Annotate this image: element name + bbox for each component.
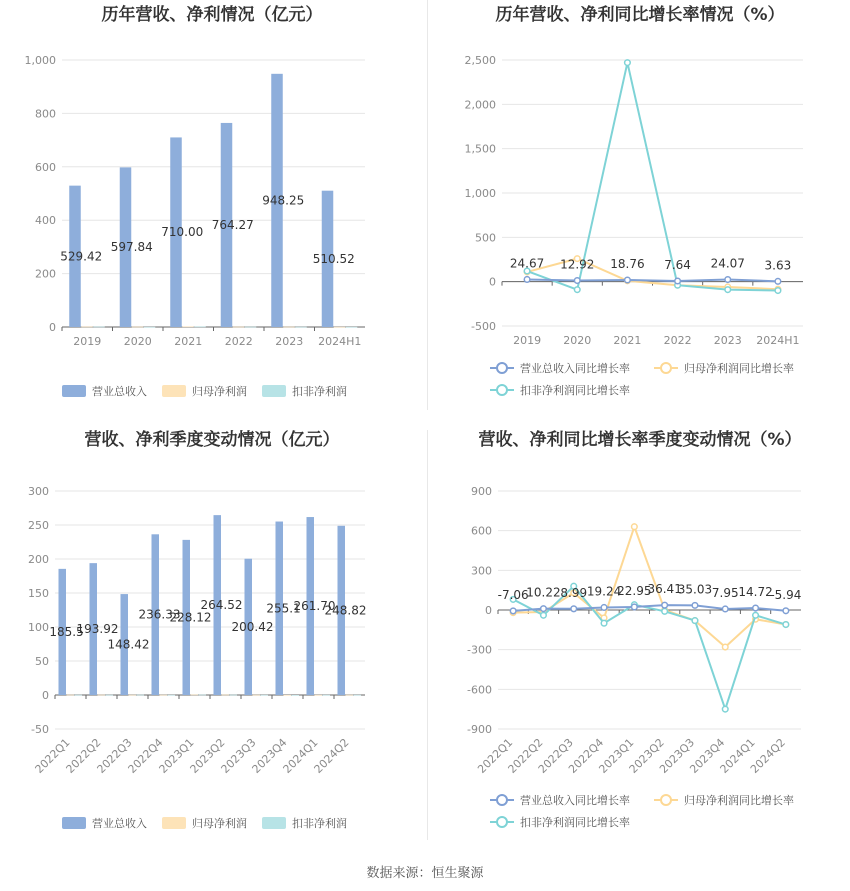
legend-label: 归母净利润 (192, 817, 247, 830)
chart-title: 营收、净利同比增长率季度变动情况（%） (478, 430, 802, 450)
x-tick-label: 2019 (513, 334, 542, 347)
bar (253, 695, 261, 696)
chart-annual-growth (428, 0, 850, 410)
legend-label: 归母净利润 (192, 385, 247, 398)
x-tick-label: 2020 (563, 334, 592, 347)
legend-marker (497, 795, 507, 805)
data-point (601, 605, 607, 611)
data-label: 148.42 (107, 637, 150, 652)
x-tick-label: 2024Q1 (717, 735, 758, 776)
bar (323, 695, 331, 696)
data-label: 8.99 (560, 585, 588, 600)
x-tick-label: 2022Q4 (566, 735, 607, 776)
y-tick-label: 600 (471, 524, 492, 538)
bar (315, 695, 323, 696)
data-point (725, 287, 731, 293)
legend-marker (497, 817, 507, 827)
y-tick-label: 250 (28, 519, 49, 532)
chart-quarterly-revenue-profit (0, 425, 425, 845)
y-tick-label: 0 (42, 689, 49, 702)
data-point (775, 279, 781, 285)
data-label: 710.00 (161, 225, 204, 240)
x-tick-label: 2022Q3 (535, 735, 576, 776)
y-tick-label: -300 (467, 643, 492, 657)
data-label: 255.1 (266, 601, 301, 616)
data-label: 236.33 (138, 607, 181, 622)
data-point (632, 604, 638, 610)
data-point (753, 605, 759, 611)
x-tick-label: 2024H1 (756, 334, 800, 347)
data-point (510, 608, 516, 614)
x-tick-label: 2022Q2 (505, 735, 546, 776)
bar (129, 695, 137, 696)
bar (261, 695, 269, 696)
quarterly-bar-chart-svg (0, 425, 425, 845)
bar (292, 695, 300, 696)
bar (137, 695, 145, 696)
data-point (775, 288, 781, 294)
bar (222, 695, 230, 696)
bar (199, 695, 207, 696)
legend-label: 营业总收入同比增长率 (520, 362, 630, 375)
y-tick-label: 150 (28, 587, 49, 600)
data-point (632, 524, 638, 530)
bar (245, 327, 257, 328)
data-label: 24.07 (710, 256, 745, 271)
y-tick-label: 200 (28, 553, 49, 566)
data-point (753, 612, 759, 618)
bar (295, 327, 307, 328)
x-tick-label: 2023Q4 (249, 735, 290, 776)
legend-label: 归母净利润同比增长率 (684, 794, 794, 807)
y-tick-label: 900 (471, 485, 492, 498)
bar (182, 327, 194, 328)
x-tick-label: 2022Q1 (475, 735, 516, 776)
legend-swatch (62, 385, 86, 397)
y-tick-label: 1,000 (464, 187, 496, 200)
x-tick-label: 2023Q2 (626, 735, 667, 776)
y-tick-label: 200 (35, 267, 56, 281)
data-label: 7.95 (711, 585, 739, 600)
data-label: 248.82 (324, 603, 367, 618)
x-tick-label: 2024H1 (318, 335, 362, 348)
bar (144, 327, 156, 328)
bar (346, 695, 354, 696)
series-line (513, 583, 786, 709)
chart-title: 历年营收、净利同比增长率情况（%） (495, 5, 785, 25)
x-tick-label: 2023Q1 (156, 735, 197, 776)
x-tick-label: 2024Q2 (747, 735, 788, 776)
data-label: 764.27 (211, 217, 254, 232)
data-point (601, 620, 607, 626)
y-tick-label: -600 (467, 683, 492, 697)
y-tick-label: 300 (471, 564, 492, 578)
data-point (662, 602, 668, 608)
bar (233, 327, 245, 328)
data-label: 19.24 (586, 584, 622, 599)
x-tick-label: 2019 (73, 335, 102, 348)
data-point (692, 618, 698, 624)
x-tick-label: 2022Q1 (32, 735, 73, 776)
x-tick-label: 2020 (123, 335, 152, 348)
y-tick-label: 400 (35, 214, 56, 228)
data-point (722, 606, 728, 612)
y-tick-label: -900 (467, 723, 492, 736)
y-tick-label: 600 (35, 160, 56, 174)
data-label: 18.76 (610, 257, 645, 272)
data-label: 3.63 (764, 258, 792, 273)
data-label: 948.25 (262, 193, 305, 208)
bar (106, 695, 114, 696)
data-label: 597.84 (110, 240, 153, 255)
bar (283, 327, 295, 328)
data-label: -5.94 (770, 587, 802, 602)
data-point (571, 606, 577, 612)
data-label: 10.22 (526, 585, 561, 600)
data-label: 261.70 (293, 599, 336, 614)
legend-label: 扣非净利润同比增长率 (520, 816, 630, 829)
data-label: 22.95 (617, 583, 652, 598)
x-tick-label: 2024Q2 (311, 735, 352, 776)
data-point (625, 277, 631, 283)
x-tick-label: 2022 (224, 335, 253, 348)
legend-label: 扣非净利润 (292, 385, 347, 398)
data-point (725, 277, 731, 283)
data-label: 36.41 (647, 582, 682, 597)
data-point (783, 608, 789, 614)
y-tick-label: 800 (35, 107, 56, 121)
y-tick-label: 0 (49, 321, 56, 334)
data-label: 228.12 (169, 610, 212, 625)
y-tick-label: -500 (471, 320, 496, 333)
data-label: 12.92 (560, 257, 595, 272)
data-point (625, 60, 631, 66)
x-tick-label: 2023 (275, 335, 304, 348)
chart-quarterly-growth (428, 425, 850, 845)
data-point (662, 609, 668, 615)
y-tick-label: 300 (28, 485, 49, 498)
legend-swatch (262, 385, 286, 397)
x-tick-label: 2022 (663, 334, 692, 347)
bar (334, 327, 346, 328)
legend-label: 扣非净利润同比增长率 (520, 384, 630, 397)
data-point (692, 603, 698, 609)
annual-line-chart-svg (428, 0, 850, 410)
quarterly-line-chart-svg (428, 425, 850, 845)
data-label: -7.06 (497, 587, 529, 602)
bar (75, 695, 83, 696)
chart-annual-revenue-profit (0, 0, 425, 410)
legend-marker (661, 795, 671, 805)
legend-marker (497, 363, 507, 373)
y-tick-label: 0 (489, 275, 496, 289)
x-tick-label: 2023 (713, 334, 742, 347)
legend-marker (661, 363, 671, 373)
data-label: 193.92 (76, 622, 119, 637)
y-tick-label: 1,000 (24, 54, 56, 67)
y-tick-label: 500 (475, 231, 496, 245)
bar (98, 695, 106, 696)
bar (132, 327, 144, 328)
chart-title: 历年营收、净利情况（亿元） (101, 5, 323, 25)
x-tick-label: 2022Q4 (125, 735, 166, 776)
data-point (541, 612, 547, 618)
chart-title: 营收、净利季度变动情况（亿元） (84, 430, 340, 450)
x-tick-label: 2022Q2 (63, 735, 104, 776)
y-tick-label: -50 (31, 723, 49, 736)
annual-bar-chart-svg (0, 0, 425, 410)
data-point (783, 622, 789, 628)
series-line (527, 279, 778, 281)
legend-swatch (62, 817, 86, 829)
data-label: 14.72 (738, 585, 773, 600)
x-tick-label: 2021 (174, 335, 203, 348)
data-label: 185.5 (49, 624, 84, 639)
y-tick-label: 1,500 (464, 142, 496, 156)
data-point (524, 277, 530, 283)
data-label: 35.03 (677, 582, 713, 597)
bar (354, 695, 362, 696)
x-tick-label: 2024Q1 (280, 735, 321, 776)
x-tick-label: 2022Q3 (94, 735, 135, 776)
data-source: 数据来源：恒生聚源 (366, 866, 484, 881)
legend-label: 归母净利润同比增长率 (684, 362, 794, 375)
legend-label: 营业总收入 (92, 385, 147, 398)
bar (284, 695, 292, 696)
legend-marker (497, 385, 507, 395)
x-tick-label: 2021 (613, 334, 642, 347)
data-label: 200.42 (231, 619, 274, 634)
bar (346, 327, 358, 328)
x-tick-label: 2023Q4 (687, 735, 728, 776)
bar (194, 327, 206, 328)
legend-label: 营业总收入同比增长率 (520, 794, 630, 807)
bar (191, 695, 199, 696)
data-label: 529.42 (60, 249, 103, 264)
data-point (675, 278, 681, 284)
bar (230, 695, 238, 696)
legend-label: 扣非净利润 (292, 817, 347, 830)
data-point (574, 278, 580, 284)
y-tick-label: 2,500 (464, 54, 496, 67)
bar (67, 695, 75, 696)
data-label: 264.52 (200, 598, 243, 613)
legend-label: 营业总收入 (92, 817, 147, 830)
data-point (541, 606, 547, 612)
bar (160, 695, 168, 696)
data-label: 7.64 (664, 257, 691, 272)
y-tick-label: 2,000 (464, 98, 496, 112)
legend-swatch (162, 385, 186, 397)
legend-swatch (162, 817, 186, 829)
data-point (722, 644, 728, 650)
data-label: 24.67 (509, 256, 545, 271)
data-point (722, 706, 728, 712)
bar (168, 695, 176, 696)
legend-swatch (262, 817, 286, 829)
bar (81, 327, 93, 328)
x-tick-label: 2023Q1 (596, 735, 637, 776)
x-tick-label: 2023Q3 (218, 735, 259, 776)
y-tick-label: 100 (28, 621, 49, 634)
data-point (574, 287, 580, 293)
y-tick-label: 50 (35, 655, 49, 668)
x-tick-label: 2023Q3 (657, 735, 698, 776)
x-tick-label: 2023Q2 (187, 735, 228, 776)
data-label: 510.52 (312, 251, 355, 266)
y-tick-label: 0 (485, 604, 492, 617)
bar (93, 327, 105, 328)
